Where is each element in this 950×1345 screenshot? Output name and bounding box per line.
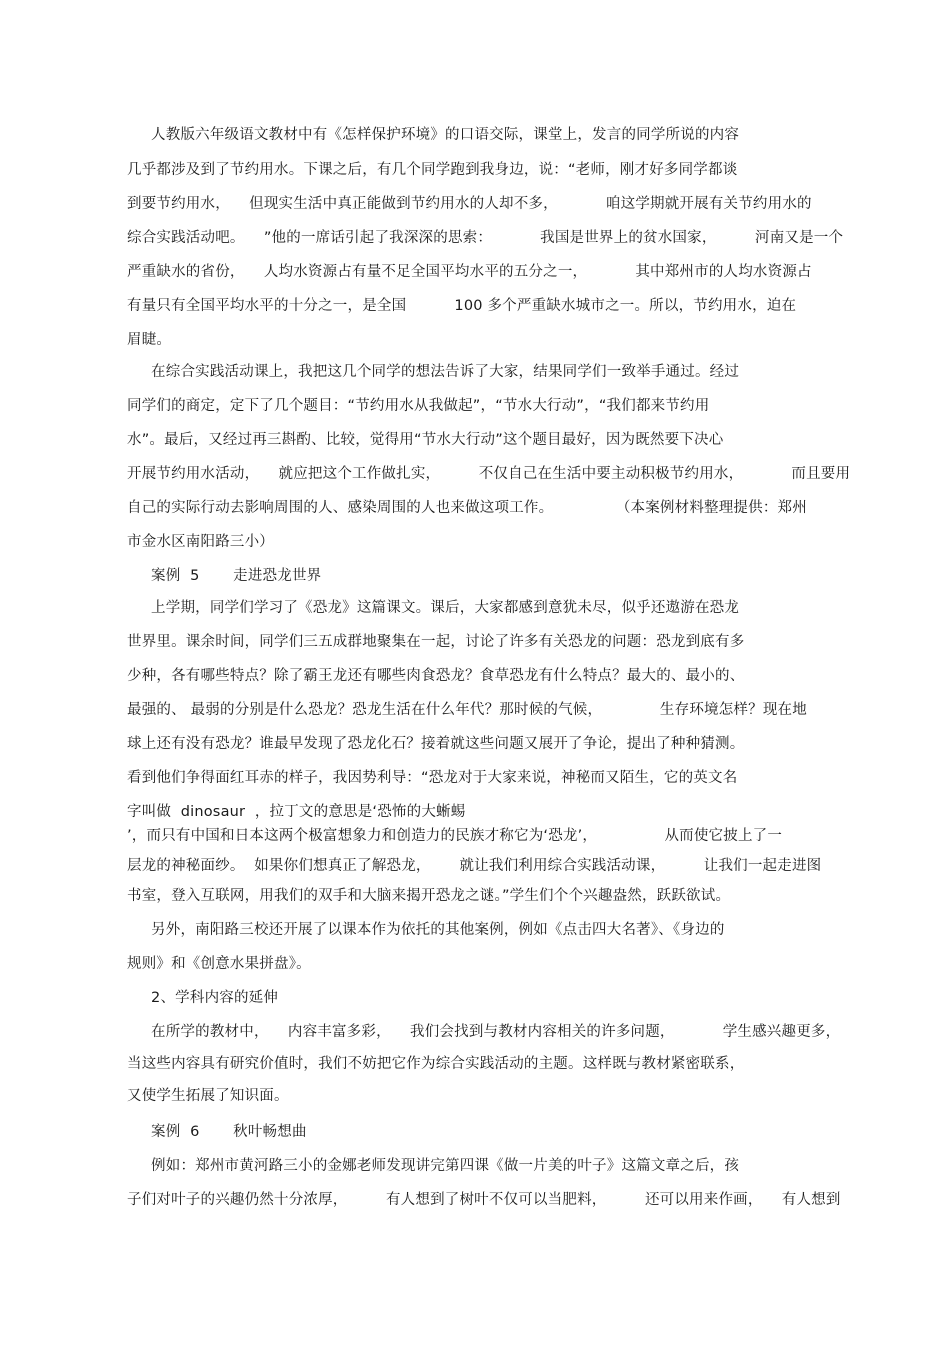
text-line: 在所学的教材中， 内容丰富多彩， 我们会找到与教材内容相关的许多问题， 学生感兴趣更多， [127, 1024, 841, 1040]
section-heading: 2、学科内容的延伸 [127, 990, 279, 1006]
text-line: 字叫做 dinosaur ，拉丁文的意思是‘恐怖的大蜥蜴 [127, 804, 466, 820]
text-line: 少种，各有哪些特点？除了霸王龙还有哪些肉食恐龙？食草恐龙有什么特点？最大的、最小的、 [127, 668, 745, 684]
case-heading: 案例 5 走进恐龙世界 [127, 568, 322, 584]
text-line: 又使学生拓展了知识面。 [127, 1088, 289, 1104]
text-line: 综合实践活动吧。 ”他的一席话引起了我深深的思索： 我国是世界上的贫水国家， 河南又是一个 [127, 230, 844, 246]
text-line: 自己的实际行动去影响周围的人、感染周围的人也来做这项工作。 （本案例材料整理提供：郑州 [127, 500, 807, 516]
text-line: 另外，南阳路三校还开展了以课本作为依托的其他案例，例如《点击四大名著》、《身边的 [127, 922, 725, 938]
text-line: 眉睫。 [127, 332, 172, 348]
text-line: 同学们的商定，定下了几个题目：“节约用水从我做起”，“节水大行动”，“我们都来节约用 [127, 398, 710, 414]
text-line: 严重缺水的省份， 人均水资源占有量不足全国平均水平的五分之一， 其中郑州市的人均水资源占 [127, 264, 812, 280]
text-line: 世界里。课余时间，同学们三五成群地聚集在一起，讨论了许多有关恐龙的问题：恐龙到底有多 [127, 634, 745, 650]
text-line: 到要节约用水， 但现实生活中真正能做到节约用水的人却不多， 咱这学期就开展有关节约用水的 [127, 196, 812, 212]
text-line: 市金水区南阳路三小） [127, 534, 274, 550]
text-line: 水”。最后，又经过再三斟酌、比较，觉得用“节水大行动”这个题目最好，因为既然要下决心 [127, 432, 724, 448]
text-line: 人教版六年级语文教材中有《怎样保护环境》的口语交际，课堂上，发言的同学所说的内容 [127, 127, 740, 143]
text-line: 上学期，同学们学习了《恐龙》这篇课文。课后，大家都感到意犹未尽，似乎还遨游在恐龙 [127, 600, 740, 616]
text-line: 看到他们争得面红耳赤的样子，我因势利导：“恐龙对于大家来说，神秘而又陌生，它的英文名 [127, 770, 738, 786]
text-line: 层龙的神秘面纱。 如果你们想真正了解恐龙， 就让我们利用综合实践活动课， 让我们一起走进图 [127, 858, 822, 874]
text-line: ’，而只有中国和日本这两个极富想象力和创造力的民族才称它为‘恐龙’， 从而使它披上了一 [127, 828, 783, 844]
text-line: 有量只有全国平均水平的十分之一，是全国 100 多个严重缺水城市之一。所以，节约用水，迫在 [127, 298, 797, 314]
text-line: 当这些内容具有研究价值时，我们不妨把它作为综合实践活动的主题。这样既与教材紧密联系， [127, 1056, 745, 1072]
text-line: 几乎都涉及到了节约用水。下课之后，有几个同学跑到我身边，说：“老师，刚才好多同学都谈 [127, 162, 738, 178]
text-line: 球上还有没有恐龙？谁最早发现了恐龙化石？接着就这些问题又展开了争论，提出了种种猜测。 [127, 736, 745, 752]
text-line: 规则》和《创意水果拼盘》。 [127, 956, 311, 972]
text-line: 开展节约用水活动， 就应把这个工作做扎实， 不仅自己在生活中要主动积极节约用水， 而且要用 [127, 466, 851, 482]
text-line: 书室，登入互联网，用我们的双手和大脑来揭开恐龙之谜。”学生们个个兴趣盎然，跃跃欲试。 [127, 888, 731, 904]
text-line: 子们对叶子的兴趣仍然十分浓厚， 有人想到了树叶不仅可以当肥料， 还可以用来作画， 有人想到 [127, 1192, 841, 1208]
text-line: 在综合实践活动课上，我把这几个同学的想法告诉了大家，结果同学们一致举手通过。经过 [127, 364, 740, 380]
text-line: 最强的、 最弱的分别是什么恐龙？恐龙生活在什么年代？那时候的气候， 生存环境怎样？现在地 [127, 702, 807, 718]
case-heading: 案例 6 秋叶畅想曲 [127, 1124, 307, 1140]
text-line: 例如：郑州市黄河路三小的金娜老师发现讲完第四课《做一片美的叶子》这篇文章之后，孩 [127, 1158, 740, 1174]
